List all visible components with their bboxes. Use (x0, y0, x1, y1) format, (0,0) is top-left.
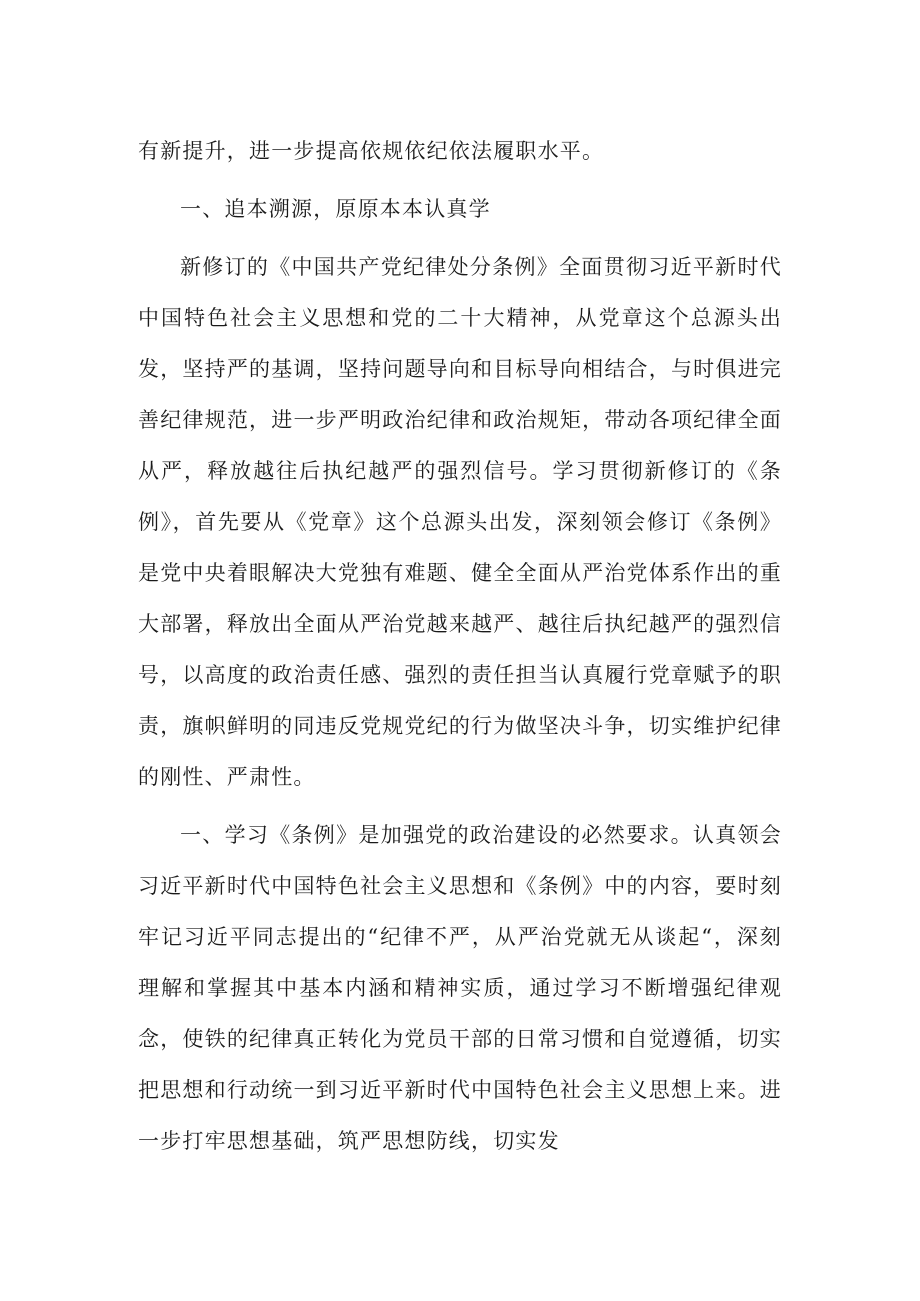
paragraph-body: 新修订的《中国共产党纪律处分条例》全面贯彻习近平新时代中国特色社会主义思想和党的二十大精神，从党章这个总源头出发，坚持严的基调，坚持问题导向和目标导向相结合，与时俱进完善纪律规范，进一步严明政治纪律和政治规矩，带动各项纪律全面从严，释放越往后执纪越严的强烈信号。学习贯彻新修订的《条例》，首先要从《党章》这个总源头出发，深刻领会修订《条例》是党中央着眼解决大党独有难题、健全全面从严治党体系作出的重大部署，释放出全面从严治党越来越严、越往后执纪越严的强烈信号，以高度的政治责任感、强烈的责任担当认真履行党章赋予的职责，旗帜鲜明的同违反党规党纪的行为做坚决斗争，切实维护纪律的刚性、严肃性。 (138, 255, 782, 789)
paragraph-body: 一、学习《条例》是加强党的政治建设的必然要求。认真领会习近平新时代中国特色社会主义思想和《条例》中的内容，要时刻牢记习近平同志提出的“纪律不严，从严治党就无从谈起“，深刻理解和掌握其中基本内涵和精神实质，通过学习不断增强纪律观念，使铁的纪律真正转化为党员干部的日常习惯和自觉遵循，切实把思想和行动统一到习近平新时代中国特色社会主义思想上来。进一步打牢思想基础，筑严思想防线，切实发 (138, 823, 782, 1153)
section-heading: 一、追本溯源，原原本本认真学 (180, 197, 491, 221)
document-body (138, 126, 782, 1167)
paragraph-continuation: 有新提升，进一步提高依规依纪依法履职水平。 (138, 139, 605, 163)
